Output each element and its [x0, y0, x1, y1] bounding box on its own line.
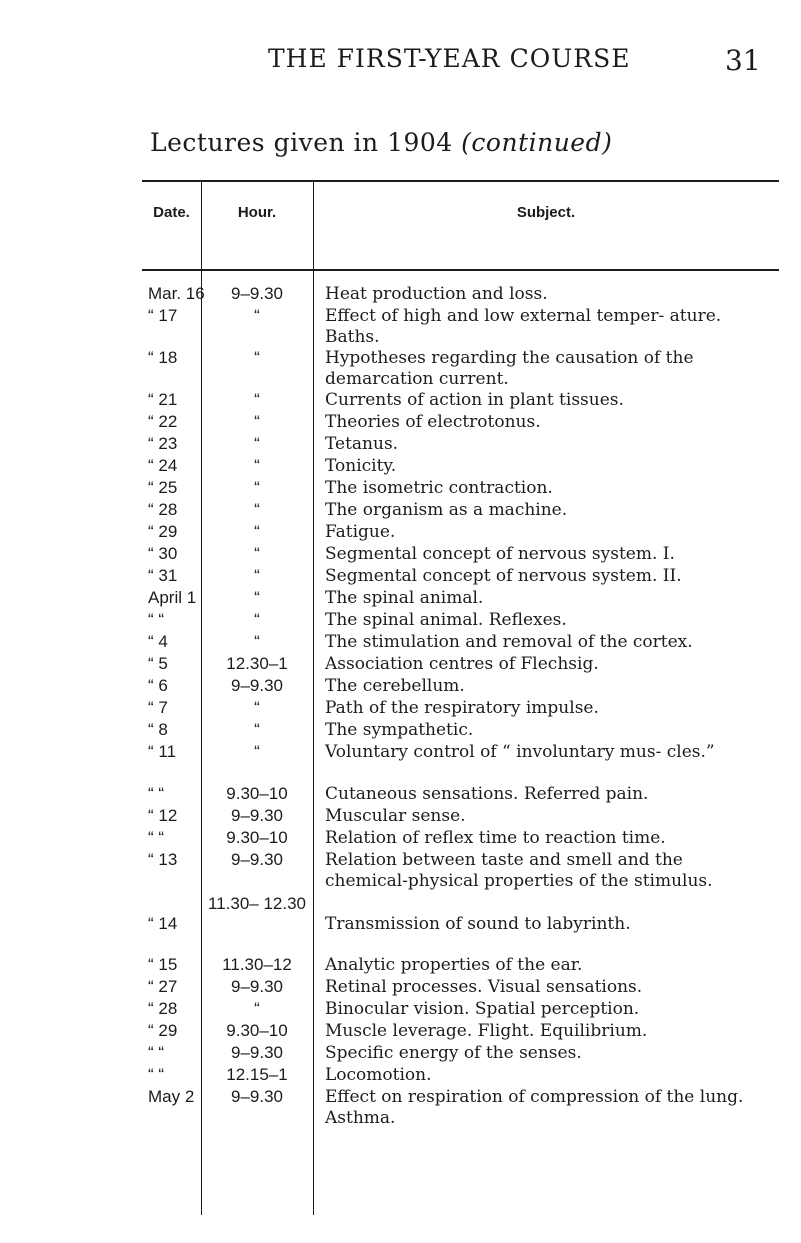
cell-date: “ 31	[148, 566, 178, 585]
cell-subject: Tetanus.	[325, 434, 399, 454]
cell-subject: Voluntary control of “ involuntary mus- cles.”	[325, 742, 715, 762]
cell-hour: 9.30–10	[226, 828, 288, 847]
cell-hour: 9.30–10	[226, 1021, 288, 1040]
cell-hour: 9–9.30	[231, 806, 283, 825]
cell-subject: The spinal animal.	[325, 588, 484, 608]
cell-hour: “	[254, 390, 260, 409]
cell-hour: “	[254, 999, 260, 1018]
cell-subject: Segmental concept of nervous system. I.	[325, 544, 675, 564]
cell-subject: Heat production and loss.	[325, 284, 548, 304]
cell-date: “ 6	[148, 676, 168, 695]
cell-date: “ “	[148, 828, 165, 847]
cell-date: “ 25	[148, 478, 178, 497]
cell-hour: 9–9.30	[231, 1043, 283, 1062]
caption-main: Lectures given in 1904	[150, 128, 453, 157]
cell-hour: 9–9.30	[231, 850, 283, 869]
cell-date: “ 13	[148, 850, 178, 869]
cell-subject: Muscle leverage. Flight. Equilibrium.	[325, 1021, 648, 1041]
cell-hour: “	[254, 500, 260, 519]
cell-subject: The spinal animal. Reflexes.	[325, 610, 567, 630]
cell-date: “ 27	[148, 977, 178, 996]
cell-hour: 9–9.30	[231, 977, 283, 996]
cell-date: “ 15	[148, 955, 178, 974]
cell-date: “ 8	[148, 720, 168, 739]
cell-date: “ 14	[148, 914, 178, 933]
cell-date: “ 7	[148, 698, 168, 717]
cell-hour: 12.15–1	[226, 1065, 288, 1084]
cell-subject: The isometric contraction.	[325, 478, 553, 498]
cell-date: “ 24	[148, 456, 178, 475]
cell-hour: 9–9.30	[231, 1087, 283, 1106]
cell-subject: The organism as a machine.	[325, 500, 568, 520]
cell-subject: Hypotheses regarding the causation of the demarcation current.	[325, 348, 694, 389]
cell-date: “ “	[148, 1043, 165, 1062]
cell-subject: The stimulation and removal of the cortex.	[325, 632, 693, 652]
cell-subject: Theories of electrotonus.	[325, 412, 541, 432]
cell-date: Mar. 16	[148, 284, 205, 303]
cell-date: “ 17	[148, 306, 178, 325]
cell-date: “ “	[148, 1065, 165, 1084]
header-hour: Hour.	[237, 204, 277, 221]
running-head-title: THE FIRST-YEAR COURSE	[268, 44, 631, 73]
cell-date: “ 23	[148, 434, 178, 453]
cell-date: “ 12	[148, 806, 178, 825]
cell-subject: Locomotion.	[325, 1065, 432, 1085]
cell-subject: Binocular vision. Spatial perception.	[325, 999, 640, 1019]
cell-hour: “	[254, 610, 260, 629]
cell-date: “ “	[148, 784, 165, 803]
cell-hour: “	[254, 544, 260, 563]
cell-hour: 9.30–10	[226, 784, 288, 803]
cell-subject: The sympathetic.	[325, 720, 474, 740]
cell-hour: “	[254, 588, 260, 607]
cell-date: “ 29	[148, 522, 178, 541]
cell-subject: Transmission of sound to labyrinth.	[325, 914, 631, 934]
cell-date: “ 21	[148, 390, 178, 409]
cell-hour: “	[254, 522, 260, 541]
cell-date: “ 5	[148, 654, 168, 673]
cell-subject: Path of the respiratory impulse.	[325, 698, 599, 718]
cell-date: “ 29	[148, 1021, 178, 1040]
cell-subject: Specific energy of the senses.	[325, 1043, 582, 1063]
cell-hour: “	[254, 456, 260, 475]
cell-date: “ 28	[148, 999, 178, 1018]
header-subject: Subject.	[516, 204, 576, 221]
cell-date: “ 4	[148, 632, 168, 651]
cell-hour: 11.30–12	[222, 955, 292, 974]
cell-date: May 2	[148, 1087, 195, 1106]
cell-date: April 1	[148, 588, 197, 607]
cell-subject: Cutaneous sensations. Referred pain.	[325, 784, 649, 804]
cell-date: “ 30	[148, 544, 178, 563]
cell-hour: 12.30–1	[226, 654, 288, 673]
cell-date: “ 11	[148, 742, 177, 761]
cell-subject: Relation of reflex time to reaction time.	[325, 828, 666, 848]
cell-subject: Analytic properties of the ear.	[325, 955, 583, 975]
cell-subject: Muscular sense.	[325, 806, 466, 826]
cell-hour: “	[254, 434, 260, 453]
cell-date: “ 22	[148, 412, 178, 431]
cell-date: “ “	[148, 610, 165, 629]
cell-hour: 9–9.30	[231, 676, 283, 695]
cell-subject: Effect of high and low external temper- ature. Baths.	[325, 306, 722, 347]
cell-date: “ 28	[148, 500, 178, 519]
cell-subject: Segmental concept of nervous system. II.	[325, 566, 682, 586]
cell-date: “ 18	[148, 348, 178, 367]
cell-subject: Currents of action in plant tissues.	[325, 390, 624, 410]
cell-hour: “	[254, 632, 260, 651]
cell-hour: “	[254, 306, 260, 325]
cell-hour: “	[254, 698, 260, 717]
cell-subject: Effect on respiration of compression of the lung. Asthma.	[325, 1087, 744, 1128]
cell-hour: 9–9.30	[231, 284, 283, 303]
caption-continued: (continued)	[461, 128, 613, 157]
cell-hour: “	[254, 566, 260, 585]
cell-hour: “	[254, 348, 260, 367]
cell-subject: Fatigue.	[325, 522, 396, 542]
cell-subject: Tonicity.	[325, 456, 397, 476]
header-date: Date.	[153, 204, 190, 221]
page-number: 31	[725, 44, 761, 77]
cell-subject: Retinal processes. Visual sensations.	[325, 977, 643, 997]
cell-subject: Relation between taste and smell and the chemical-physical properties of the stimulus.	[325, 850, 713, 891]
cell-hour: “	[254, 412, 260, 431]
cell-subject: The cerebellum.	[325, 676, 465, 696]
cell-hour: “	[254, 742, 260, 761]
cell-subject: Association centres of Flechsig.	[325, 654, 599, 674]
cell-hour: “	[254, 720, 260, 739]
cell-hour: 11.30– 12.30	[208, 894, 306, 913]
cell-hour: “	[254, 478, 260, 497]
